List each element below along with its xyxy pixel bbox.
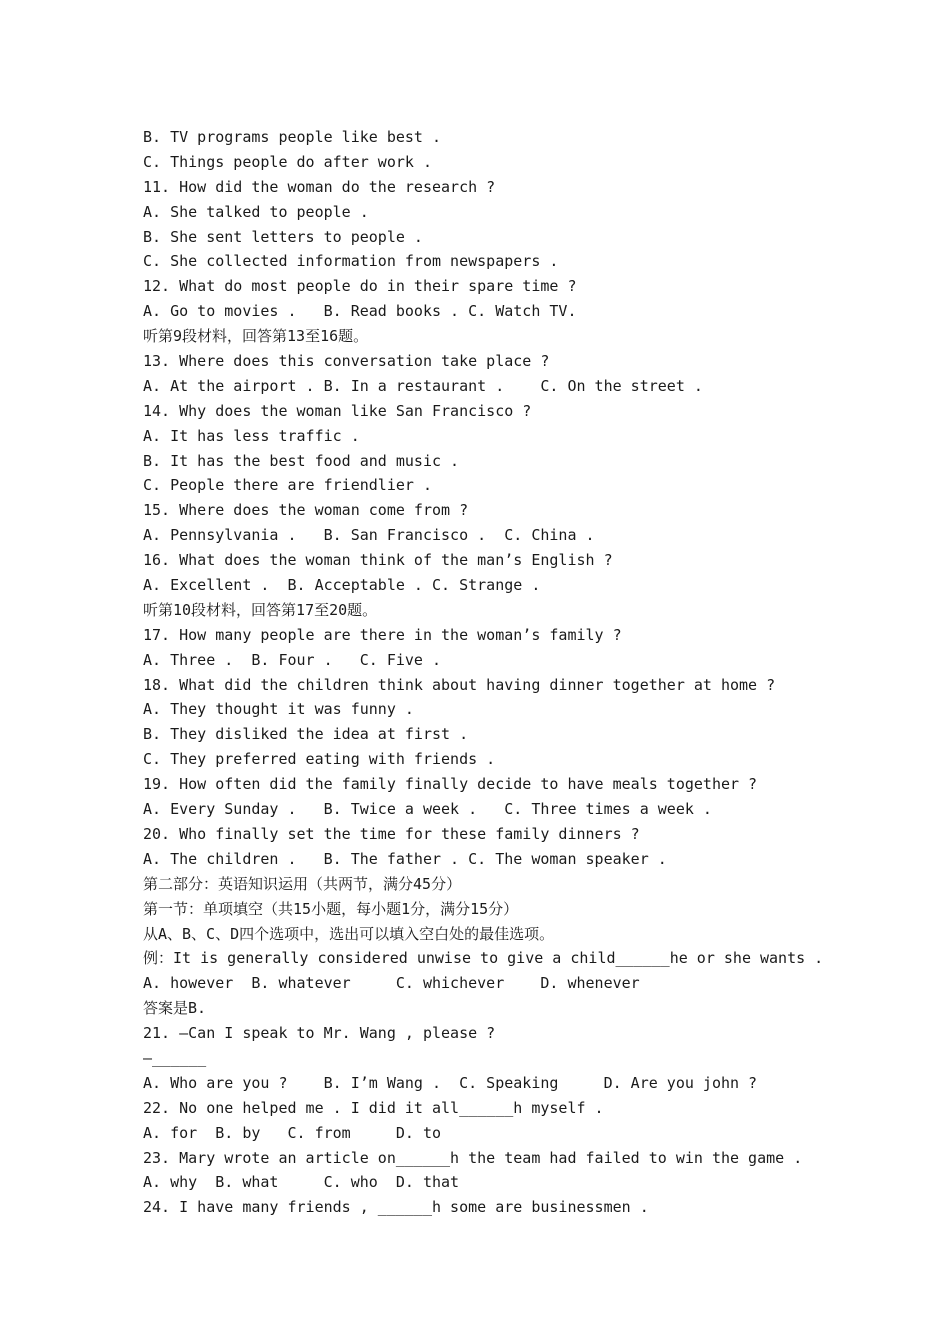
text-line: 16. What does the woman think of the man’s English ? [143, 551, 613, 570]
text-line: B. It has the best food and music . [143, 451, 460, 470]
text-line: B. They disliked the idea at first . [143, 725, 469, 744]
text-line: 13. Where does this conversation take place ? [143, 352, 550, 371]
text-line: 19. How often did the family finally decide to have meals together ? [143, 775, 758, 794]
text-line: A. Excellent . B. Acceptable . C. Strange . [143, 576, 541, 595]
text-line: 17. How many people are there in the woman’s family ? [143, 625, 622, 644]
text-line: 22. No one helped me . I did it all______h myself . [143, 1098, 604, 1117]
text-line: 第一节：单项填空（共15小题，每小题1分，满分15分） [143, 899, 519, 918]
text-line: B. TV programs people like best . [143, 128, 442, 146]
text-line: A. The children . B. The father . C. The woman speaker . [143, 849, 667, 868]
text-line: 14. Why does the woman like San Francisco ? [143, 401, 532, 420]
text-line: A. Every Sunday . B. Twice a week . C. Three times a week . [143, 800, 712, 819]
text-line: —______ [143, 1048, 207, 1067]
text-line: 18. What did the children think about having dinner together at home ? [143, 675, 776, 694]
text-line: A. They thought it was funny . [143, 700, 414, 719]
text-line: A. At the airport . B. In a restaurant . C. On the street . [143, 376, 703, 395]
text-line: 15. Where does the woman come from ? [143, 501, 469, 520]
text-line: B. She sent letters to people . [143, 227, 423, 246]
text-line: A. why B. what C. who D. that [143, 1173, 460, 1192]
text-line: C. They preferred eating with friends . [143, 750, 496, 769]
text-line: A. She talked to people . [143, 202, 369, 221]
text-line: 答案是B. [143, 999, 207, 1018]
text-line: C. She collected information from newspapers . [143, 252, 559, 271]
text-line: A. for B. by C. from D. to [143, 1123, 442, 1142]
text-line: 21. —Can I speak to Mr. Wang , please ? [143, 1024, 496, 1043]
text-line: A. It has less traffic . [143, 426, 360, 445]
text-line: 24. I have many friends , ______h some are businessmen . [143, 1198, 649, 1217]
text-line: 听第9段材料，回答第13至16题。 [143, 327, 369, 346]
text-line: 11. How did the woman do the research ? [143, 177, 496, 196]
text-line: 第二部分：英语知识运用（共两节，满分45分） [143, 874, 462, 893]
text-line: 听第10段材料，回答第17至20题。 [143, 600, 378, 619]
text-line: 23. Mary wrote an article on______h the team had failed to win the game . [143, 1148, 803, 1167]
text-line: A. Who are you ? B. I’m Wang . C. Speaking D. Are you john ? [143, 1073, 758, 1092]
document-page [143, 125, 903, 1220]
text-line: C. People there are friendlier . [143, 476, 432, 495]
text-line: C. Things people do after work . [143, 152, 432, 171]
text-line: A. Pennsylvania . B. San Francisco . C. China . [143, 526, 595, 545]
text-line: 12. What do most people do in their spare time ? [143, 277, 577, 296]
text-line: 20. Who finally set the time for these family dinners ? [143, 824, 640, 843]
text-line: 例：It is generally considered unwise to give a child______he or she wants . [143, 949, 824, 968]
text-line: A. Go to movies . B. Read books . C. Watch TV. [143, 302, 577, 321]
text-line: A. however B. whatever C. whichever D. whenever [143, 974, 640, 993]
text-line: 从A、B、C、D四个选项中，选出可以填入空白处的最佳选项。 [143, 924, 555, 943]
text-line: A. Three . B. Four . C. Five . [143, 650, 442, 669]
